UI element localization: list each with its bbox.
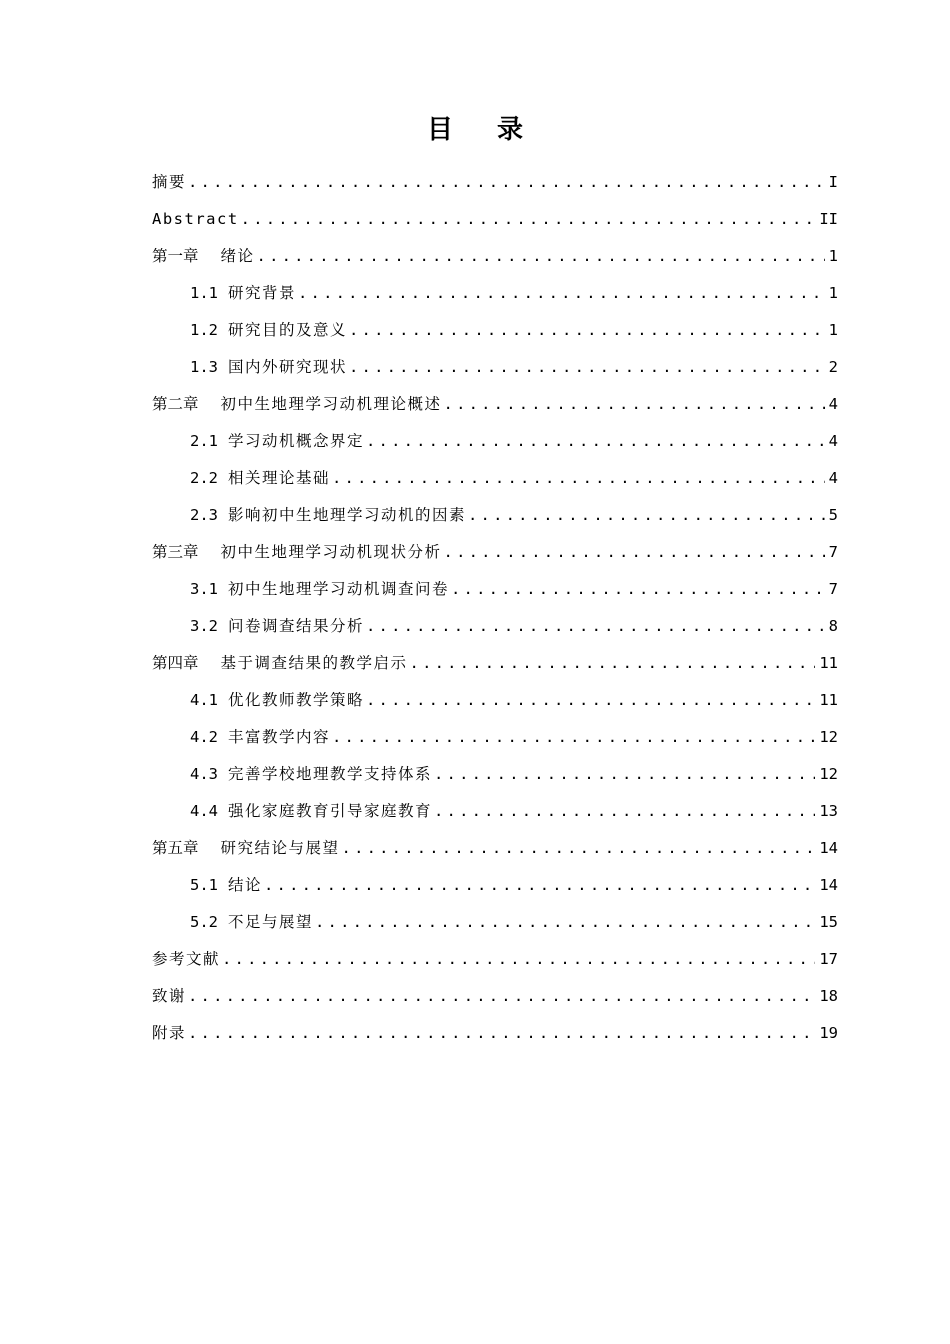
toc-entry-page: 14 <box>819 876 838 894</box>
dot-leader <box>468 497 825 534</box>
toc-entry[interactable] <box>152 645 838 682</box>
toc-entry[interactable] <box>152 793 838 830</box>
toc-entry[interactable] <box>152 682 838 719</box>
toc-entry[interactable] <box>152 867 838 904</box>
title-part-1: 目 <box>426 115 453 145</box>
toc-entry-number: 2.1 <box>190 432 218 450</box>
toc-entry-page: 2 <box>828 358 838 376</box>
toc-entry-title: 影响初中生地理学习动机的因素 <box>228 506 467 524</box>
toc-entry-page: 12 <box>819 728 838 746</box>
toc-entry[interactable] <box>152 238 838 275</box>
toc-entry[interactable] <box>152 460 838 497</box>
toc-entry-title: Abstract <box>152 210 239 228</box>
toc-entry[interactable] <box>152 275 838 312</box>
toc-entry-number: 3.2 <box>190 617 218 635</box>
toc-entry-title: 结论 <box>228 876 263 894</box>
dot-leader <box>444 534 825 571</box>
dot-leader <box>188 164 825 201</box>
toc-entry-title: 完善学校地理教学支持体系 <box>228 765 433 783</box>
toc-entry-number: 第三章 <box>152 543 199 561</box>
dot-leader <box>444 386 825 423</box>
toc-entry-title: 国内外研究现状 <box>228 358 348 376</box>
toc-entry[interactable] <box>152 349 838 386</box>
toc-entry-page: 7 <box>828 543 838 561</box>
toc-entry[interactable] <box>152 571 838 608</box>
toc-entry-page: I <box>828 173 838 191</box>
toc-entry-page: 14 <box>819 839 838 857</box>
toc-entry-title: 基于调查结果的教学启示 <box>220 654 408 672</box>
toc-entry-page: II <box>819 210 838 228</box>
toc-entry-page: 7 <box>828 580 838 598</box>
toc-entry[interactable] <box>152 423 838 460</box>
toc-entry-number: 1.3 <box>190 358 218 376</box>
toc-entry-title: 绪论 <box>220 247 255 265</box>
toc-entry-title: 初中生地理学习动机调查问卷 <box>228 580 450 598</box>
toc-entry[interactable] <box>152 978 838 1015</box>
dot-leader <box>349 312 825 349</box>
toc-entry-page: 18 <box>819 987 838 1005</box>
toc-entry[interactable] <box>152 312 838 349</box>
dot-leader <box>366 608 825 645</box>
toc-entry[interactable] <box>152 201 838 238</box>
toc-entry-title: 参考文献 <box>152 950 221 968</box>
toc-entry[interactable] <box>152 830 838 867</box>
toc-entry-number: 2.2 <box>190 469 218 487</box>
toc-entry-page: 12 <box>819 765 838 783</box>
toc-entry-title: 摘要 <box>152 173 187 191</box>
toc-entry-number: 4.4 <box>190 802 218 820</box>
toc-entry[interactable] <box>152 904 838 941</box>
toc-entry-page: 1 <box>828 321 838 339</box>
dot-leader <box>342 830 816 867</box>
toc-entry[interactable] <box>152 534 838 571</box>
toc-entry-title: 研究目的及意义 <box>228 321 348 339</box>
dot-leader <box>222 941 815 978</box>
toc-entry-title: 附录 <box>152 1024 187 1042</box>
toc-entry-number: 1.1 <box>190 284 218 302</box>
toc-entry-title: 研究背景 <box>228 284 297 302</box>
toc-entry[interactable] <box>152 164 838 201</box>
dot-leader <box>410 645 816 682</box>
dot-leader <box>332 460 825 497</box>
toc-entry-page: 11 <box>819 654 838 672</box>
toc-entry-title: 不足与展望 <box>228 913 314 931</box>
toc-entry-page: 15 <box>819 913 838 931</box>
dot-leader <box>264 867 815 904</box>
toc-entry[interactable] <box>152 386 838 423</box>
toc-entry-page: 11 <box>819 691 838 709</box>
toc-entry-title: 相关理论基础 <box>228 469 331 487</box>
title-part-2: 录 <box>497 115 524 145</box>
dot-leader <box>332 719 815 756</box>
toc-entry[interactable] <box>152 756 838 793</box>
dot-leader <box>366 682 815 719</box>
dot-leader <box>366 423 825 460</box>
toc-entry-title: 初中生地理学习动机现状分析 <box>220 543 442 561</box>
dot-leader <box>434 756 815 793</box>
table-of-contents <box>152 164 838 1052</box>
toc-entry-page: 8 <box>828 617 838 635</box>
toc-entry-title: 丰富教学内容 <box>228 728 331 746</box>
toc-entry-page: 4 <box>828 469 838 487</box>
toc-entry-title: 初中生地理学习动机理论概述 <box>220 395 442 413</box>
page-title <box>0 112 950 148</box>
toc-entry[interactable] <box>152 497 838 534</box>
dot-leader <box>241 201 816 238</box>
dot-leader <box>315 904 815 941</box>
toc-entry[interactable] <box>152 1015 838 1052</box>
dot-leader <box>298 275 825 312</box>
dot-leader <box>349 349 825 386</box>
toc-entry-number: 2.3 <box>190 506 218 524</box>
toc-entry-title: 研究结论与展望 <box>220 839 340 857</box>
toc-entry[interactable] <box>152 941 838 978</box>
toc-entry-number: 1.2 <box>190 321 218 339</box>
toc-entry-number: 4.1 <box>190 691 218 709</box>
dot-leader <box>451 571 825 608</box>
toc-entry-page: 17 <box>819 950 838 968</box>
toc-entry-number: 第四章 <box>152 654 199 672</box>
dot-leader <box>188 978 815 1015</box>
toc-entry-page: 4 <box>828 432 838 450</box>
toc-entry-title: 致谢 <box>152 987 187 1005</box>
toc-entry-number: 5.2 <box>190 913 218 931</box>
toc-entry-number: 第五章 <box>152 839 199 857</box>
toc-entry-title: 学习动机概念界定 <box>228 432 365 450</box>
toc-entry-title: 问卷调查结果分析 <box>228 617 365 635</box>
toc-entry-page: 5 <box>828 506 838 524</box>
toc-entry[interactable] <box>152 608 838 645</box>
toc-entry-number: 第一章 <box>152 247 199 265</box>
dot-leader <box>188 1015 815 1052</box>
toc-entry-number: 4.3 <box>190 765 218 783</box>
toc-entry-number: 4.2 <box>190 728 218 746</box>
toc-entry-page: 19 <box>819 1024 838 1042</box>
toc-entry-number: 5.1 <box>190 876 218 894</box>
toc-entry-page: 1 <box>828 247 838 265</box>
toc-entry-page: 1 <box>828 284 838 302</box>
toc-entry-number: 3.1 <box>190 580 218 598</box>
toc-entry-page: 13 <box>819 802 838 820</box>
toc-entry-number: 第二章 <box>152 395 199 413</box>
toc-entry-page: 4 <box>828 395 838 413</box>
dot-leader <box>257 238 825 275</box>
toc-entry[interactable] <box>152 719 838 756</box>
dot-leader <box>434 793 815 830</box>
toc-entry-title: 强化家庭教育引导家庭教育 <box>228 802 433 820</box>
toc-entry-title: 优化教师教学策略 <box>228 691 365 709</box>
